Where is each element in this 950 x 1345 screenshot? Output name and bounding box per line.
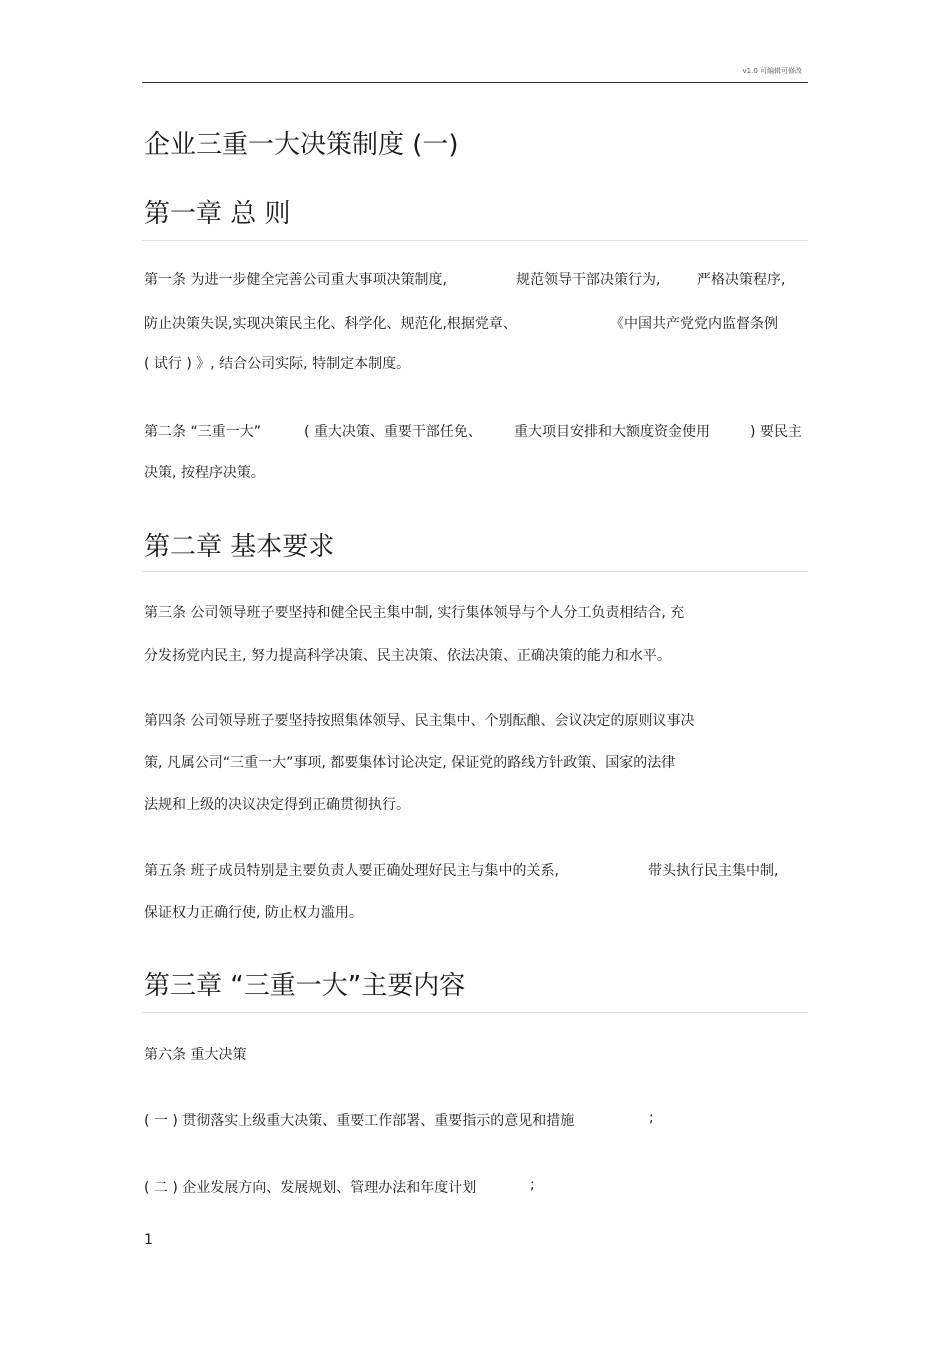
article-4-line-3: 法规和上级的决议决定得到正确贯彻执行。 <box>144 797 410 813</box>
article-6-title: 第六条 重大决策 <box>144 1047 247 1063</box>
article-1-text: 严格决策程序, <box>697 272 786 288</box>
article-6-item-text: ( 一 ) 贯彻落实上级重大决策、重要工作部署、重要指示的意见和措施 <box>144 1113 575 1129</box>
article-6-item-text: ( 二 ) 企业发展方向、发展规划、管理办法和年度计划 <box>144 1180 477 1196</box>
header-version-note: v1.0 可编辑可修改 <box>742 67 802 75</box>
article-2-text: ) 要民主 <box>750 424 802 440</box>
chapter-1-divider <box>142 240 808 241</box>
article-1-line-3: ( 试行 ) 》, 结合公司实际, 特制定本制度。 <box>144 356 411 372</box>
article-3-line-1: 第三条 公司领导班子要坚持和健全民主集中制, 实行集体领导与个人分工负责相结合, 充 <box>144 605 685 621</box>
article-1-text: 第一条 为进一步健全完善公司重大事项决策制度, <box>144 272 447 288</box>
article-2-text: ( 重大决策、重要干部任免、 <box>304 424 482 440</box>
article-2-text: 第二条 “三重一大” <box>144 424 261 440</box>
article-2-line-2: 决策, 按程序决策。 <box>144 465 265 481</box>
chapter-2-heading: 第二章 基本要求 <box>144 532 335 562</box>
article-4-line-1: 第四条 公司领导班子要坚持按照集体领导、民主集中、个别酝酿、会议决定的原则议事决 <box>144 713 695 729</box>
page-number: 1 <box>144 1232 153 1248</box>
document-title: 企业三重一大决策制度 (一) <box>144 130 459 160</box>
article-4-line-2: 策, 凡属公司“三重一大”事项, 都要集体讨论决定, 保证党的路线方针政策、国家的法律 <box>144 755 676 771</box>
header-divider <box>142 82 808 83</box>
article-1-text: 《中国共产党党内监督条例 <box>610 316 778 332</box>
article-1-text: 规范领导干部决策行为, <box>516 272 661 288</box>
article-3-line-2: 分发扬党内民主, 努力提高科学决策、民主决策、依法决策、正确决策的能力和水平。 <box>144 648 671 664</box>
chapter-3-heading: 第三章 “三重一大”主要内容 <box>144 971 466 1001</box>
chapter-1-heading: 第一章 总 则 <box>144 199 291 229</box>
article-6-item-punct: ; <box>649 1110 654 1126</box>
article-6-item-punct: ; <box>530 1177 535 1193</box>
article-5-text: 带头执行民主集中制, <box>648 863 779 879</box>
article-5-line-2: 保证权力正确行使, 防止权力滥用。 <box>144 905 363 921</box>
article-2-text: 重大项目安排和大额度资金使用 <box>514 424 710 440</box>
chapter-3-divider <box>142 1012 808 1013</box>
chapter-2-divider <box>142 571 808 572</box>
article-1-text: 防止决策失误,实现决策民主化、科学化、规范化,根据党章、 <box>144 316 517 332</box>
article-5-text: 第五条 班子成员特别是主要负责人要正确处理好民主与集中的关系, <box>144 863 559 879</box>
